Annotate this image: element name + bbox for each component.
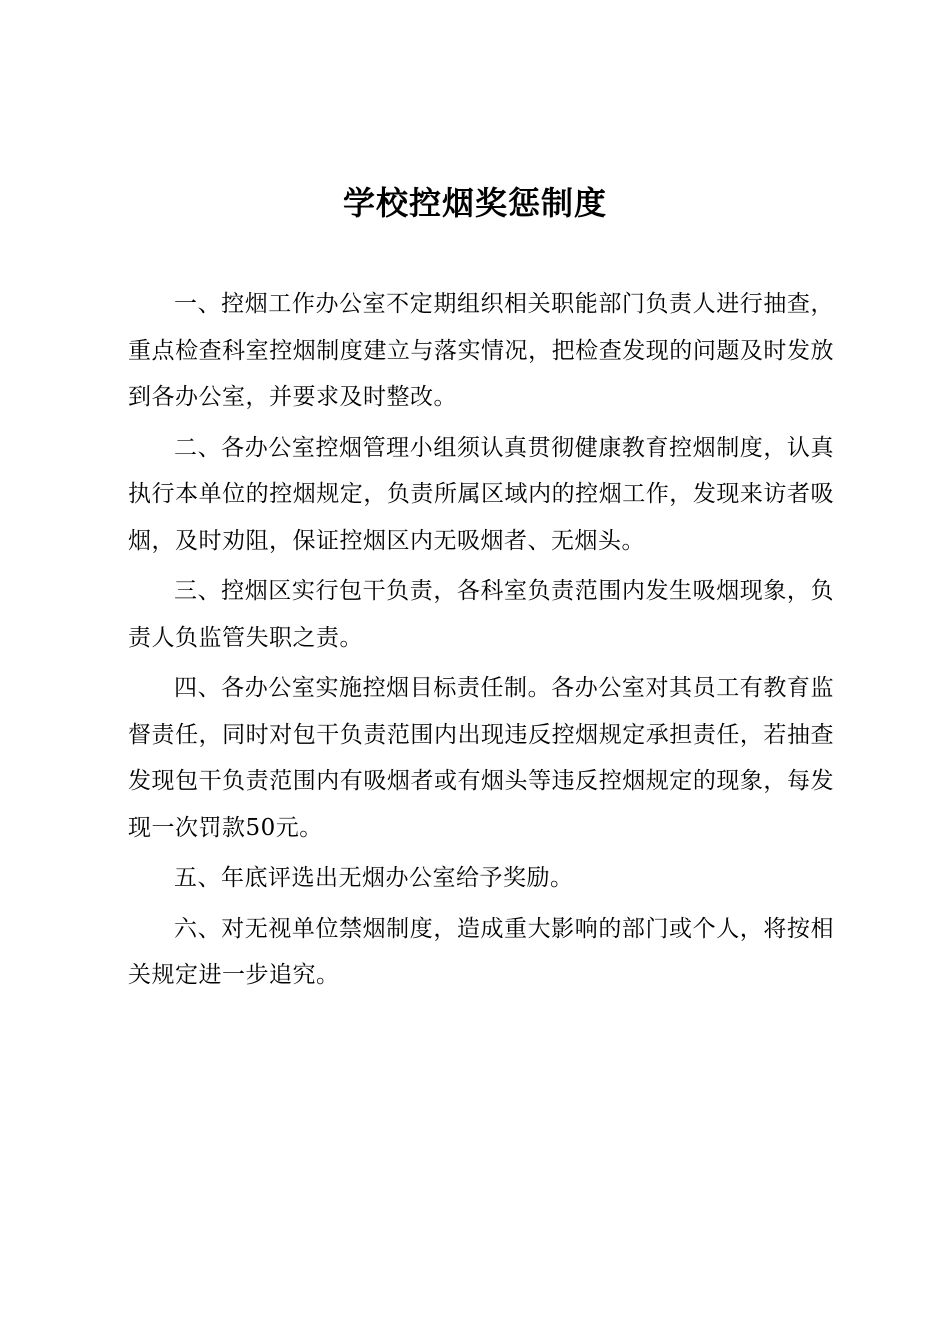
paragraph-6: 六、对无视单位禁烟制度，造成重大影响的部门或个人，将按相关规定进一步追究。	[128, 915, 834, 988]
paragraph-2: 二、各办公室控烟管理小组须认真贯彻健康教育控烟制度，认真执行本单位的控烟规定，负责所属区域内的控烟工作，发现来访者吸烟，及时劝阻，保证控烟区内无吸烟者、无烟头。	[128, 434, 834, 554]
paragraph-4: 四、各办公室实施控烟目标责任制。各办公室对其员工有教育监督责任，同时对包干负责范围内出现违反控烟规定承担责任，若抽查发现包干负责范围内有吸烟者或有烟头等违反控烟规定的现象，每发现一次罚款50元。	[128, 675, 834, 841]
paragraph-1: 一、控烟工作办公室不定期组织相关职能部门负责人进行抽查，重点检查科室控烟制度建立与落实情况，把检查发现的问题及时发放到各办公室，并要求及时整改。	[128, 291, 834, 410]
paragraph-5: 五、年底评选出无烟办公室给予奖励。	[174, 865, 574, 891]
document-body	[128, 281, 834, 999]
document-title: 学校控烟奖惩制度	[342, 184, 607, 222]
paragraph-3: 三、控烟区实行包干负责，各科室负责范围内发生吸烟现象，负责人负监管失职之责。	[128, 578, 834, 651]
